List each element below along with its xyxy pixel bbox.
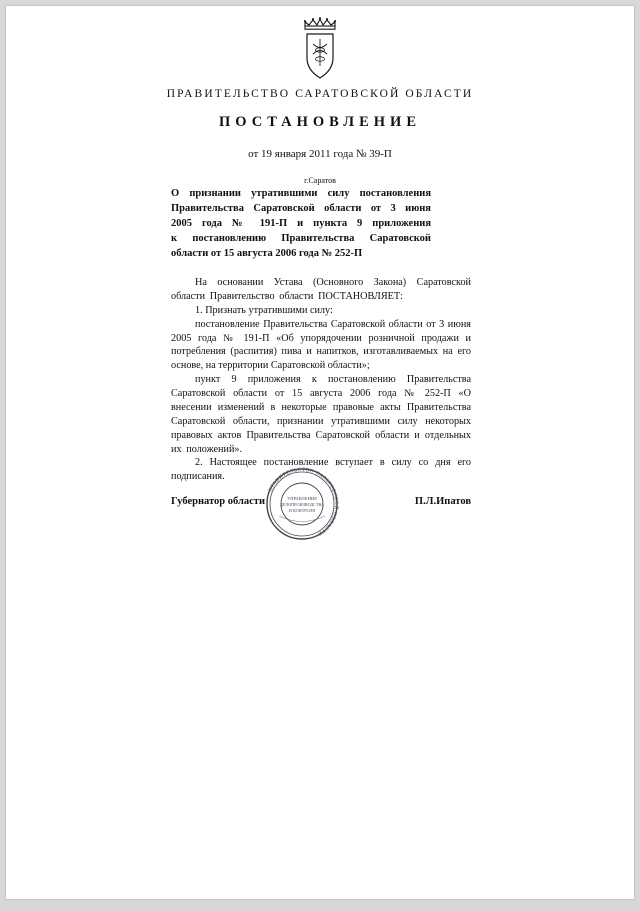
title-line: области от 15 августа 2006 года № 252-П (171, 247, 363, 259)
document-body (171, 276, 471, 484)
svg-text:ПРАВИТЕЛЬСТВО САРАТОВСКОЙ ОБ: ПРАВИТЕЛЬСТВО САРАТОВСКОЙ ОБЛАСТИ (267, 466, 340, 537)
document-city: г.Саратов (304, 176, 336, 185)
document-title (171, 187, 431, 262)
document-header (6, 88, 634, 185)
svg-text:УПРАВЛЕНИЕ: УПРАВЛЕНИЕ (286, 496, 318, 501)
coat-of-arms-icon (6, 14, 634, 84)
title-line: О признании утратившими силу постановления (171, 188, 431, 199)
document-page (6, 6, 634, 899)
document-type: ПОСТАНОВЛЕНИЕ (218, 114, 421, 130)
body-paragraph: На основании Устава (Основного Закона) Саратовской области Правительство области ПОСТАНОВЛЯЕТ: (171, 277, 471, 302)
signer-name: П.Л.Ипатов (414, 496, 471, 507)
title-line: Правительства Саратовской области от 3 июня (171, 202, 431, 214)
svg-text:ДЕЛОПРОИЗВОДСТВА: ДЕЛОПРОИЗВОДСТВА (279, 502, 325, 507)
body-paragraph: 1. Признать утратившими силу: (195, 304, 333, 316)
title-line: к постановлению Правительства Саратовской (171, 232, 431, 244)
body-paragraph: 2. Настоящее постановление вступает в силу со дня его подписания. (171, 457, 471, 483)
signer-position: Губернатор области (171, 496, 266, 507)
body-paragraph: пункт 9 приложения к постановлению Правительства Саратовской области от 15 августа 2006 года № 252-П «О внесении изменений в некоторые правовые акты Правительства Саратовской области, признании утратившими силу некоторых правовых актов Правительства Саратовской области и отдельных их положений». (171, 374, 471, 455)
document-date: от 19 января 2011 года № 39-П (248, 148, 392, 160)
organization-name: ПРАВИТЕЛЬСТВО САРАТОВСКОЙ ОБЛАСТИ (166, 88, 474, 100)
body-paragraph: постановление Правительства Саратовской области от 3 июня 2005 года № 191-П «Об упорядочении розничной продажи и потребления (распития) пива и напитков, изготавливаемых на его основе, на территории Саратовской области»; (171, 318, 471, 372)
title-line: 2005 года № 191-П и пункта 9 приложения (171, 217, 431, 229)
signature-row (171, 496, 471, 507)
svg-text:И КОНТРОЛЯ: И КОНТРОЛЯ (288, 508, 316, 513)
